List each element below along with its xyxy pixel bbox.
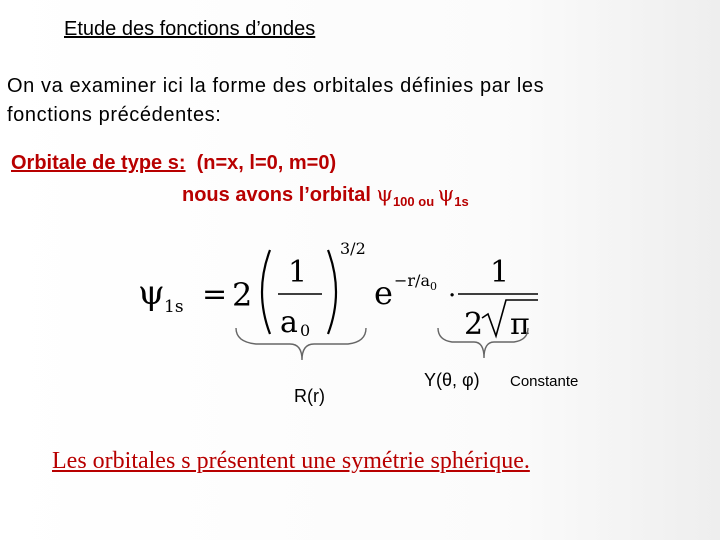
slide-title: Etude des fonctions d’ondes bbox=[64, 18, 316, 40]
formula-e: e bbox=[374, 274, 393, 312]
intro-line-1: On va examiner ici la forme des orbitales définies par les bbox=[7, 75, 545, 97]
conclusion-text: Les orbitales s présentent une symétrie sphérique. bbox=[52, 448, 530, 474]
formula-numerator-2: 1 bbox=[490, 255, 510, 290]
formula-psi: ψ bbox=[138, 273, 165, 313]
angular-label: Y(θ, φ) bbox=[424, 370, 480, 390]
psi-subscript-100: 100 bbox=[392, 194, 415, 209]
formula-a-sub: 0 bbox=[300, 321, 311, 340]
psi-symbol: ψ bbox=[376, 182, 393, 206]
formula-a: a bbox=[280, 305, 298, 340]
intro-line-2: fonctions précédentes: bbox=[7, 104, 222, 126]
formula-dot: · bbox=[448, 281, 457, 311]
orbital-notation bbox=[182, 182, 469, 207]
formula-psi-sub: 1s bbox=[164, 297, 184, 317]
formula-pi: π bbox=[510, 307, 530, 342]
formula-exp-term: −r/a bbox=[394, 271, 430, 290]
orbital-heading bbox=[11, 152, 336, 175]
y-brace-icon bbox=[438, 328, 528, 358]
quantum-numbers: (n=x, l=0, m=0) bbox=[196, 152, 337, 174]
formula-coefficient: 2 bbox=[232, 276, 253, 314]
formula-right-paren bbox=[328, 250, 336, 334]
constant-label: Constante bbox=[510, 373, 579, 390]
grouping-braces bbox=[230, 326, 570, 376]
formula-numerator: 1 bbox=[288, 255, 308, 290]
formula-exp-sub: 0 bbox=[430, 280, 437, 293]
radial-label: R(r) bbox=[294, 386, 325, 406]
formula-exponent: 3/2 bbox=[340, 239, 366, 258]
or-word: ou bbox=[414, 194, 438, 209]
psi-subscript-1s: 1s bbox=[454, 194, 469, 209]
formula-denominator-coef: 2 bbox=[464, 307, 484, 342]
r-brace-icon bbox=[236, 328, 366, 360]
psi-symbol: ψ bbox=[437, 182, 455, 206]
orbital-type-label: Orbitale de type s: bbox=[11, 152, 186, 174]
orbital-notation-prefix: nous avons l’orbital bbox=[182, 184, 377, 206]
formula-left-paren bbox=[262, 250, 270, 334]
formula-equals: = bbox=[202, 277, 228, 312]
intro-paragraph bbox=[7, 72, 544, 130]
